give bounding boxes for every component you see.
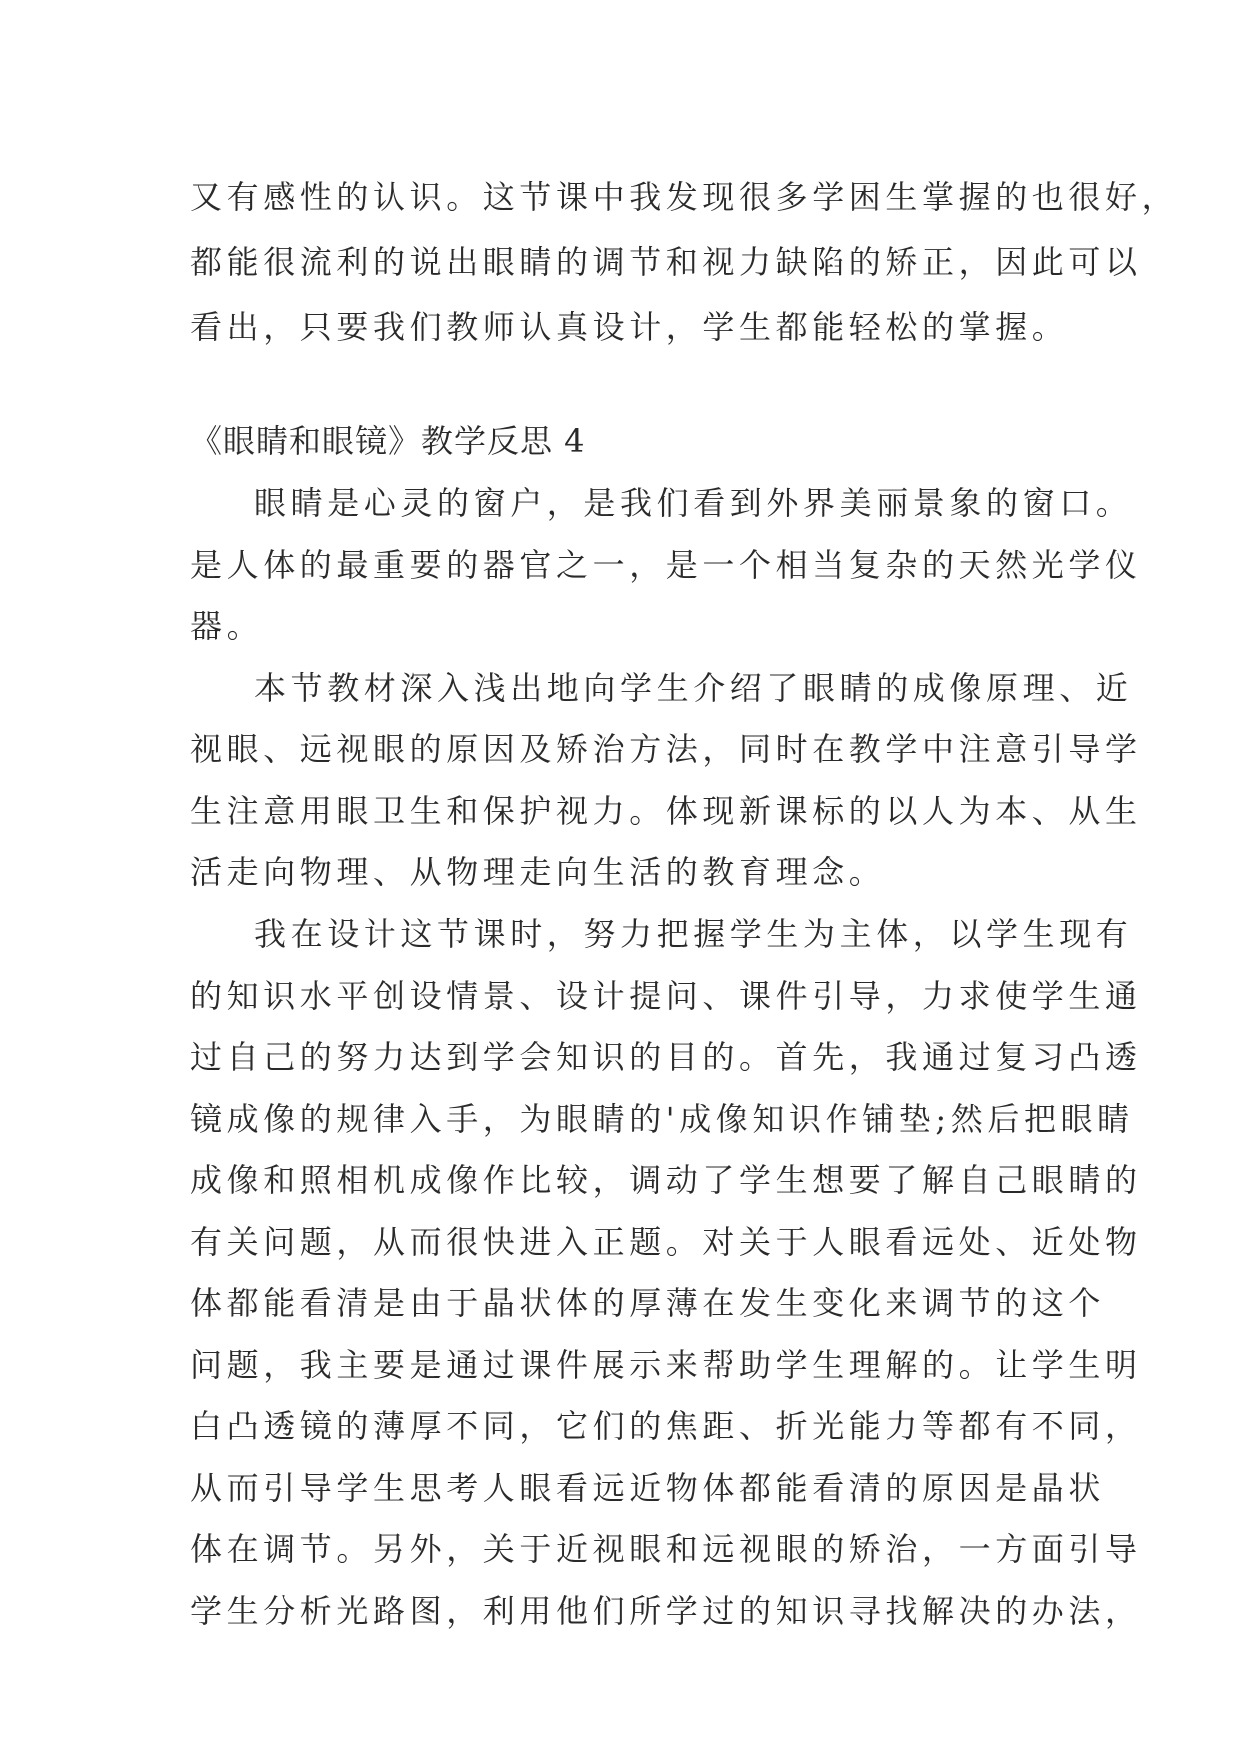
paragraph-line: 视眼、远视眼的原因及矫治方法，同时在教学中注意引导学 bbox=[190, 730, 1142, 768]
paragraph-line: 的知识水平创设情景、设计提问、课件引导，力求使学生通 bbox=[190, 977, 1142, 1015]
paragraph-line: 都能很流利的说出眼睛的调节和视力缺陷的矫正，因此可以 bbox=[190, 243, 1142, 281]
paragraph-line: 本节教材深入浅出地向学生介绍了眼睛的成像原理、近 bbox=[254, 669, 1133, 707]
paragraph-line: 活走向物理、从物理走向生活的教育理念。 bbox=[190, 853, 886, 891]
paragraph-line: 眼睛是心灵的窗户，是我们看到外界美丽景象的窗口。 bbox=[254, 484, 1133, 522]
paragraph-line: 生注意用眼卫生和保护视力。体现新课标的以人为本、从生 bbox=[190, 792, 1142, 830]
paragraph-line: 有关问题，从而很快进入正题。对关于人眼看远处、近处物 bbox=[190, 1223, 1142, 1261]
paragraph-line: 是人体的最重要的器官之一，是一个相当复杂的天然光学仪 bbox=[190, 546, 1142, 584]
paragraph-line: 又有感性的认识。这节课中我发现很多学困生掌握的也很好， bbox=[190, 178, 1179, 216]
paragraph-line: 体都能看清是由于晶状体的厚薄在发生变化来调节的这个 bbox=[190, 1284, 1106, 1322]
paragraph-line: 体在调节。另外，关于近视眼和远视眼的矫治，一方面引导 bbox=[190, 1530, 1142, 1568]
paragraph-line: 学生分析光路图，利用他们所学过的知识寻找解决的办法， bbox=[190, 1592, 1142, 1630]
section-title: 《眼睛和眼镜》教学反思 4 bbox=[190, 422, 586, 460]
paragraph-line: 器。 bbox=[190, 607, 264, 645]
paragraph-line: 成像和照相机成像作比较，调动了学生想要了解自己眼睛的 bbox=[190, 1161, 1142, 1199]
paragraph-line: 看出，只要我们教师认真设计，学生都能轻松的掌握。 bbox=[190, 308, 1069, 346]
paragraph-line: 我在设计这节课时，努力把握学生为主体，以学生现有 bbox=[254, 915, 1133, 953]
paragraph-line: 问题，我主要是通过课件展示来帮助学生理解的。让学生明 bbox=[190, 1346, 1142, 1384]
paragraph-line: 过自己的努力达到学会知识的目的。首先，我通过复习凸透 bbox=[190, 1038, 1142, 1076]
paragraph-line: 镜成像的规律入手，为眼睛的'成像知识作铺垫;然后把眼睛 bbox=[190, 1100, 1134, 1138]
paragraph-line: 白凸透镜的薄厚不同，它们的焦距、折光能力等都有不同， bbox=[190, 1407, 1142, 1445]
paragraph-line: 从而引导学生思考人眼看远近物体都能看清的原因是晶状 bbox=[190, 1469, 1106, 1507]
